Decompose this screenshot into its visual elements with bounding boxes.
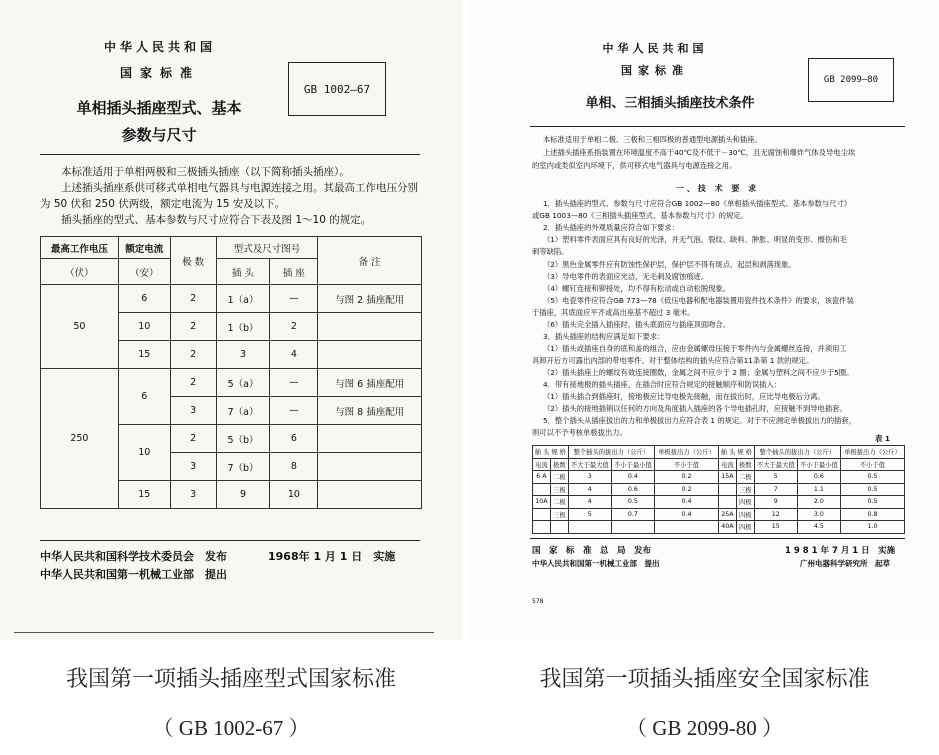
right-line-b9: 于插座，其底面应平齐或高出座基不超过 3 毫米。 [532, 308, 695, 317]
right-line-b17: （2）插头的接地插销以任何的方向及角度插入插座的各个导电插孔时，应接触不到导电插套。 [542, 404, 847, 413]
cell: 0.5 [840, 496, 904, 509]
cell [611, 521, 654, 534]
cell: 4 [568, 496, 611, 509]
cell: 2 [170, 313, 216, 341]
left-para2: 上述插头插座系供可移式单相电气器具与电源连接之用。其最高工作电压分别为 50 伏和 250 伏两级，额定电流为 15 安及以下。 [40, 182, 418, 210]
table-row [533, 483, 905, 496]
right-line-b2: 2．插头插座的外观质量应符合如下要求： [542, 223, 679, 232]
cell: 1（b） [216, 313, 270, 341]
right-line-b13: 具卸开后方可露出内部的带电零件。对于整体结构的插头应符合第11条第 1 款的规定。 [532, 356, 814, 365]
cell: 2.0 [797, 496, 840, 509]
right-line-a0: 本标准适用于单相二极、三极和三相四极的普通型电源插头和插座。 [542, 135, 762, 144]
cell [533, 483, 551, 496]
left-standard-code: GB 1002—67 [303, 82, 371, 96]
cell: 10 [118, 313, 170, 341]
rt-spec-right: 插 头 规 格 [718, 446, 754, 459]
cell [318, 453, 422, 481]
cell: 0.4 [611, 471, 654, 484]
right-line-b4: 刺等缺陷。 [532, 247, 569, 256]
right-line-b18: 5．整个插头从插座拔出的力和单极拔出力应符合表 1 的规定。对于不应测定单极拔出力的插套， [542, 416, 857, 425]
right-document-scan [470, 0, 939, 640]
cell: 三极 [736, 483, 754, 496]
right-footer-proposer: 中华人民共和国第一机械工业部 提出 [532, 559, 660, 568]
left-document-scan [0, 0, 462, 640]
table-row [533, 508, 905, 521]
table-row [533, 496, 905, 509]
cell: 15A [718, 471, 736, 484]
th-poles: 极 数 [170, 237, 216, 285]
rt-single-left: 单极拔出力（公斤） [654, 446, 718, 459]
cell: 2 [170, 285, 216, 313]
cell [318, 341, 422, 369]
right-force-table [532, 445, 905, 534]
table-row [41, 285, 422, 313]
cell-voltage-250: 250 [41, 369, 119, 509]
cell: 40A [718, 521, 736, 534]
right-country-heading: 中华人民共和国 [602, 42, 708, 55]
left-country-heading: 中华人民共和国 [103, 40, 216, 54]
cell: 6 [118, 285, 170, 313]
right-line-b12: （1）插头或插座自身的底和盖的组合，应由金属螺母压接于零件内与金属螺丝连接，并须用工 [542, 344, 847, 353]
cell: 10 [270, 481, 318, 509]
cell [318, 313, 422, 341]
th-socket: 插 座 [270, 259, 318, 285]
cell: — [270, 369, 318, 397]
cell: 6 [118, 369, 170, 425]
cell [318, 425, 422, 453]
left-standard-type: 国家标准 [119, 66, 200, 80]
left-page-bottom-line [14, 632, 434, 633]
cell: 3 [568, 471, 611, 484]
left-footer-rule [40, 540, 420, 541]
rt-max-h: 不大于最大值 [568, 458, 611, 471]
right-line-a1: 上述插头插座系指装置在环境温度不高于40℃及不低于－30℃，且无腐蚀和爆炸气体及导电尘埃 [542, 148, 856, 157]
cell [654, 521, 718, 534]
right-footer-date: 1 9 8 1 年 7 月 1 日 实施 [785, 546, 896, 556]
left-footer-issuer: 中华人民共和国科学技术委员会 发布 [40, 550, 227, 563]
th-fig: 型式及尺寸图号 [216, 237, 318, 259]
right-line-b6: （3）导电零件的表面应光洁，无毛刺及腐蚀痕迹。 [542, 272, 709, 281]
left-standard-code-box [288, 62, 386, 116]
cell: 7（b） [216, 453, 270, 481]
cell: 与图 6 插座配用 [318, 369, 422, 397]
th-voltage-unit: （伏） [41, 259, 119, 285]
rt-max-h2: 不大于最大值 [754, 458, 797, 471]
cell: 5 [568, 508, 611, 521]
right-line-b8: （5）电瓷零件应符合GB 773—78《低压电器和配电器装置用瓷件技术条件》的要求，该瓷件装 [542, 296, 854, 305]
cell: 0.2 [654, 483, 718, 496]
cell: 2 [170, 369, 216, 397]
cell [718, 496, 736, 509]
right-line-b5: （2）黑色金属零件应有防蚀性保护层，保护层不得有斑点、起层和剥落现象。 [542, 260, 796, 269]
cell: 0.5 [840, 483, 904, 496]
cell: 9 [754, 496, 797, 509]
left-parameter-table [40, 236, 422, 509]
cell: 三极 [550, 508, 568, 521]
table-row [533, 471, 905, 484]
left-title-line2: 参数与尺寸 [121, 126, 197, 144]
right-line-b11: 3．插头插座的结构应满足如下要求： [542, 332, 665, 341]
cell: 4 [568, 483, 611, 496]
right-line-b10: （6）插头完全插入插座时，插头底面应与插座顶面吻合。 [542, 320, 730, 329]
cell [568, 521, 611, 534]
cell: 9 [216, 481, 270, 509]
left-title-line1: 单相插头插座型式、基本 [76, 99, 242, 117]
cell: 4 [270, 341, 318, 369]
rt-poles-h: 极数 [550, 458, 568, 471]
table-row [41, 369, 422, 397]
right-footer-rule [530, 538, 905, 539]
cell: 四极 [736, 496, 754, 509]
right-footer-issuer: 国 家 标 准 总 局 发布 [532, 546, 652, 556]
cell: 0.4 [654, 496, 718, 509]
cell: 0.2 [654, 471, 718, 484]
th-plug: 插 头 [216, 259, 270, 285]
cell: 3 [170, 481, 216, 509]
right-standard-code-box [808, 58, 894, 102]
cell: 0.8 [840, 508, 904, 521]
th-current: 额定电流 [118, 237, 170, 259]
rt-current-h: 电流 [533, 458, 551, 471]
cell: 二极 [736, 471, 754, 484]
right-table-label: 表 1 [875, 434, 890, 443]
right-line-a2: 的室内或类似室内环境下，供可移式电气器具与电源连接之用。 [532, 161, 737, 170]
right-standard-type: 国家标准 [621, 64, 689, 77]
cell: 6 A [533, 471, 551, 484]
rt-min-h: 不小于最小值 [611, 458, 654, 471]
cell: 7（a） [216, 397, 270, 425]
right-line-b14: （2）插头插座上的螺纹有效连接圈数，金属之间不应少于 2 圈；金属与塑料之间不应少于5圈。 [542, 368, 854, 377]
cell: 三极 [550, 483, 568, 496]
right-line-b0: 1．插头插座的型式、参数与尺寸应符合GB 1002—80《单相插头插座型式、基本参数与尺寸》 [542, 199, 852, 208]
caption-left-code: （ GB 1002-67 ） [152, 716, 310, 740]
cell: 5（b） [216, 425, 270, 453]
th-voltage: 最高工作电压 [41, 237, 119, 259]
cell: 0.7 [611, 508, 654, 521]
right-line-b1: 或GB 1003—80《三相插头插座型式、基本参数与尺寸》的规定。 [532, 211, 748, 220]
right-line-b16: （1）插头插合到插座时，接地极应比导电极先接触，而在拔出时，应比导电极后分离。 [542, 392, 825, 401]
right-line-b7: （4）螺钉连接和铆接处，均不得有松动或自动松脱现象。 [542, 284, 730, 293]
cell: 3.0 [797, 508, 840, 521]
cell: 0.5 [611, 496, 654, 509]
left-footer-proposer: 中华人民共和国第一机械工业部 提出 [40, 568, 227, 581]
cell: 二极 [550, 471, 568, 484]
right-section-heading: 一、技 术 要 求 [675, 183, 760, 193]
right-standard-code: GB 2099—80 [823, 75, 879, 85]
left-para1: 本标准适用于单相两极和三极插头插座（以下简称插头插座）。 [61, 166, 350, 178]
cell: 0.6 [797, 471, 840, 484]
right-line-b15: 4．带有接地极的插头插座，在插合时应符合规定的接触顺序和防误插入： [542, 380, 782, 389]
cell: 15 [754, 521, 797, 534]
cell: 3 [170, 397, 216, 425]
cell [718, 483, 736, 496]
cell: 3 [170, 453, 216, 481]
cell: 10A [533, 496, 551, 509]
right-title: 单相、三相插头插座技术条件 [585, 96, 755, 111]
cell: 12 [754, 508, 797, 521]
caption-left-title: 我国第一项插头插座型式国家标准 [65, 667, 396, 692]
table-row [533, 521, 905, 534]
cell: 四极 [736, 508, 754, 521]
rt-poles-h2: 极数 [736, 458, 754, 471]
cell: 0.5 [840, 471, 904, 484]
right-line-b3: （1）塑料零件表面应具有良好的光泽，并无气泡、裂纹、缺料、肿胀、明显的变形、擦伤和毛 [542, 235, 847, 244]
cell [550, 521, 568, 534]
cell: 2 [270, 313, 318, 341]
right-title-rule [530, 126, 905, 127]
cell: 1.0 [840, 521, 904, 534]
cell: 1（a） [216, 285, 270, 313]
cell: 5（a） [216, 369, 270, 397]
cell: — [270, 285, 318, 313]
rt-total-left: 整个插头的拔出力（公斤） [568, 446, 654, 459]
cell: 0.4 [654, 508, 718, 521]
left-title-rule [40, 154, 420, 155]
cell: 8 [270, 453, 318, 481]
cell: 2 [170, 425, 216, 453]
cell: 25A [718, 508, 736, 521]
cell: 0.6 [611, 483, 654, 496]
cell: 2 [170, 341, 216, 369]
right-line-b19: 则可以不予考核单极拔出力。 [532, 428, 627, 437]
th-current-unit: （安） [118, 259, 170, 285]
right-footer-drafter: 广州电器科学研究所 起草 [800, 559, 890, 568]
cell: 二极 [550, 496, 568, 509]
cell: 5 [754, 471, 797, 484]
caption-right-title: 我国第一项插头插座安全国家标准 [539, 667, 870, 692]
left-para3: 插头插座的型式、基本参数与尺寸应符合下表及图 1～10 的规定。 [61, 214, 372, 226]
cell: 四极 [736, 521, 754, 534]
cell: 与图 8 插座配用 [318, 397, 422, 425]
cell [533, 521, 551, 534]
left-footer-date: 1968年 1 月 1 日 实施 [268, 550, 396, 563]
th-remarks: 备 注 [318, 237, 422, 285]
cell: 6 [270, 425, 318, 453]
cell: 4.5 [797, 521, 840, 534]
cell: 1.1 [797, 483, 840, 496]
cell: 15 [118, 341, 170, 369]
cell: 7 [754, 483, 797, 496]
rt-notless-h2: 不小于值 [840, 458, 904, 471]
cell-voltage-50: 50 [41, 285, 119, 369]
rt-single-right: 单极拔出力（公斤） [840, 446, 904, 459]
cell: — [270, 397, 318, 425]
cell: 10 [118, 425, 170, 481]
caption-right-code: （ GB 2099-80 ） [626, 716, 783, 740]
cell [318, 481, 422, 509]
cell: 与图 2 插座配用 [318, 285, 422, 313]
rt-total-right: 整个插头的拔出力（公斤） [754, 446, 840, 459]
rt-current-h2: 电流 [718, 458, 736, 471]
cell: 15 [118, 481, 170, 509]
rt-notless-h: 不小于值 [654, 458, 718, 471]
right-page-number: 578 [532, 598, 544, 605]
rt-min-h2: 不小于最小值 [797, 458, 840, 471]
rt-spec-left: 插 头 规 格 [533, 446, 569, 459]
cell: 3 [216, 341, 270, 369]
cell [533, 508, 551, 521]
